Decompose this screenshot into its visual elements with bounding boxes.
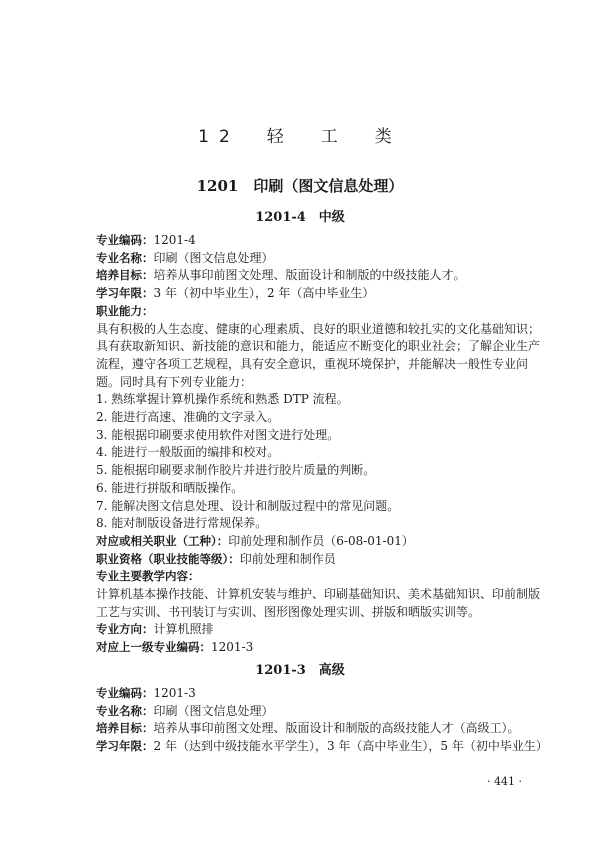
name-value: 印刷（图文信息处理） xyxy=(153,703,274,718)
ability-item: 7. 能解决图文信息处理、设计和制版过程中的常见问题。 xyxy=(96,498,400,513)
ability-item: 3. 能根据印刷要求使用软件对图文进行处理。 xyxy=(96,427,340,442)
job-value: 印前处理和制作员（6-08-01-01） xyxy=(228,533,414,548)
level-advanced-title: 1201-3 高级 xyxy=(255,663,345,678)
chapter-title: 12 轻 工 类 xyxy=(198,127,402,147)
ability-item: 2. 能进行高速、准确的文字录入。 xyxy=(96,410,280,425)
content-row xyxy=(96,568,542,586)
name-value: 印刷（图文信息处理） xyxy=(153,250,274,265)
page-number: · 441 · xyxy=(487,775,522,788)
years-label: 学习年限： xyxy=(96,739,154,754)
upper-code-value: 1201-3 xyxy=(211,640,254,655)
ability-intro: 具有积极的人生态度、健康的心理素质、良好的职业道德和较扎实的文化基础知识；具有获取新知识、新技能的意识和能力，能适应不断变化的职业社会；了解企业生产流程，遵守各项工艺规程，具有安全意识，重视环境保护，并能解决一般性专业问题。同时具有下列专业能力： xyxy=(96,321,541,389)
ability-row xyxy=(96,303,542,321)
code-row xyxy=(96,685,542,703)
name-row xyxy=(96,703,542,721)
direction-row xyxy=(96,621,542,639)
cert-label: 职业资格（职业技能等级）： xyxy=(96,551,240,566)
section-title: 1201 印刷（图文信息处理） xyxy=(196,177,404,195)
ability-item: 4. 能进行一般版面的编排和校对。 xyxy=(96,445,280,460)
direction-value: 计算机照排 xyxy=(153,622,214,637)
ability-label: 职业能力： xyxy=(96,303,154,318)
years-row xyxy=(96,285,542,303)
cert-value: 印前处理和制作员 xyxy=(239,551,336,566)
name-label: 专业名称： xyxy=(96,250,154,265)
goal-row xyxy=(96,267,542,285)
goal-label: 培养目标： xyxy=(96,721,154,736)
direction-label: 专业方向： xyxy=(96,622,154,637)
ability-item: 8. 能对制版设备进行常规保养。 xyxy=(96,516,268,531)
level-intermediate-title: 1201-4 中级 xyxy=(255,210,345,225)
upper-code-label: 对应上一级专业编码： xyxy=(96,640,211,655)
years-row xyxy=(96,738,548,756)
goal-label: 培养目标： xyxy=(96,268,154,283)
job-row xyxy=(96,533,542,551)
goal-row xyxy=(96,720,542,738)
code-value: 1201-3 xyxy=(153,686,196,700)
years-value: 2 年（达到中级技能水平学生），3 年（高中毕业生），5 年（初中毕业生） xyxy=(153,739,548,754)
content-label: 专业主要教学内容： xyxy=(96,569,200,584)
code-label: 专业编码： xyxy=(96,686,154,700)
years-value: 3 年（初中毕业生），2 年（高中毕业生） xyxy=(153,286,375,301)
ability-item: 1. 熟练掌握计算机操作系统和熟悉 DTP 流程。 xyxy=(96,392,349,407)
upper-code-row xyxy=(96,639,542,657)
code-label: 专业编码： xyxy=(96,233,154,247)
level-intermediate-body xyxy=(96,232,542,657)
goal-value: 培养从事印前图文处理、版面设计和制版的高级技能人才（高级工）。 xyxy=(153,721,520,736)
ability-item: 6. 能进行拼版和晒版操作。 xyxy=(96,480,244,495)
job-label: 对应或相关职业（工种）： xyxy=(96,533,229,548)
ability-item: 5. 能根据印刷要求制作胶片并进行胶片质量的判断。 xyxy=(96,463,376,478)
name-row xyxy=(96,250,542,268)
level-advanced-body xyxy=(96,685,548,756)
cert-row xyxy=(96,551,542,569)
name-label: 专业名称： xyxy=(96,703,154,718)
goal-value: 培养从事印前图文处理、版面设计和制版的中级技能人才。 xyxy=(153,268,466,283)
code-row xyxy=(96,232,542,250)
code-value: 1201-4 xyxy=(153,233,196,247)
content-value: 计算机基本操作技能、计算机安装与维护、印刷基础知识、美术基础知识、印前制版工艺与实训、书刊装订与实训、图形图像处理实训、拼版和晒版实训等。 xyxy=(96,587,541,619)
years-label: 学习年限： xyxy=(96,286,154,301)
